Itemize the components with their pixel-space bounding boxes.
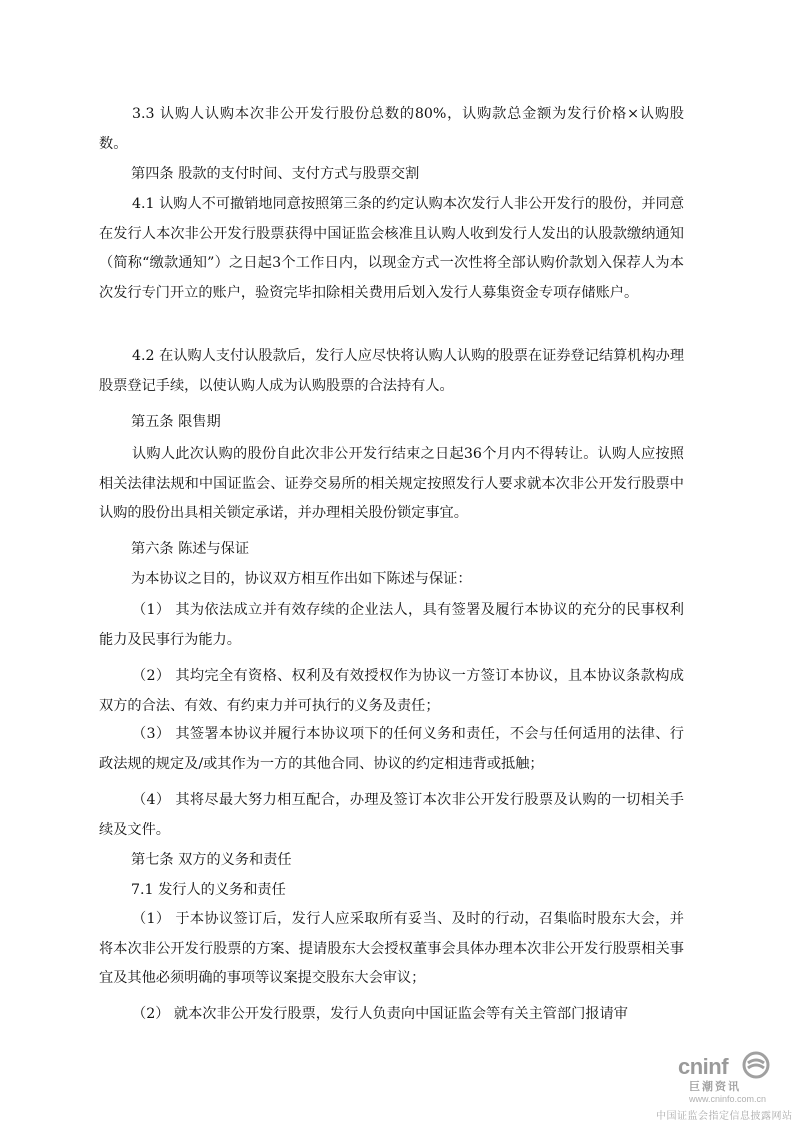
paragraph-4-2: 4.2 在认购人支付认股款后，发行人应尽快将认购人认购的股票在证券登记结算机构办理股票登记手续，以使认购人成为认购股票的合法持有人。 xyxy=(99,348,685,394)
representation-item-4: （4） 其将尽最大努力相互配合，办理及签订本次非公开发行股票及认购的一切相关手续及文件。 xyxy=(99,792,684,838)
cninfo-logo-icon xyxy=(742,1051,770,1079)
representation-item-1: （1） 其为依法成立并有效存续的企业法人，具有签署及履行本协议的充分的民事权利能力及民事行为能力。 xyxy=(99,602,684,648)
heading-article-5: 第五条 限售期 xyxy=(131,414,221,430)
heading-article-7: 第七条 双方的义务和责任 xyxy=(131,852,292,868)
watermark-url: www.cninfo.com.cn xyxy=(689,1094,767,1104)
watermark-slogan: 中国证监会指定信息披露网站 xyxy=(656,1111,793,1122)
representation-item-3: （3） 其签署本协议并履行本协议项下的任何义务和责任，不会与任何适用的法律、行政法规的规定及/或其作为一方的其他合同、协议的约定相违背或抵触； xyxy=(99,726,684,772)
representation-item-2: （2） 其均完全有资格、权利及有效授权作为协议一方签订本协议，且本协议条款构成双方的合法、有效、有约束力并可执行的义务及责任； xyxy=(99,668,684,714)
issuer-duty-item-1: （1） 于本协议签订后，发行人应采取所有妥当、及时的行动，召集临时股东大会，并将本次非公开发行股票的方案、提请股东大会授权董事会具体办理本次非公开发行股票相关事宜及其他必须明确的事项等议案提交股东大会审议； xyxy=(99,911,684,987)
watermark-name: 巨潮资讯 xyxy=(689,1081,741,1093)
paragraph-representations-intro: 为本协议之目的，协议双方相互作出如下陈述与保证： xyxy=(131,571,472,587)
paragraph-3-3: 3.3 认购人认购本次非公开发行股份总数的80%，认购款总金额为发行价格×认购股数。 xyxy=(99,106,684,152)
paragraph-lockup: 认购人此次认购的股份自此次非公开发行结束之日起36个月内不得转让。认购人应按照相关法律法规和中国证监会、证券交易所的相关规定按照发行人要求就本次非公开发行股票中认购的股份出具相关锁定承诺，并办理相关股份锁定事宜。 xyxy=(99,446,684,522)
issuer-duty-item-2: （2） 就本次非公开发行股票，发行人负责向中国证监会等有关主管部门报请审 xyxy=(132,1006,628,1022)
heading-article-4: 第四条 股款的支付时间、支付方式与股票交割 xyxy=(131,166,420,182)
paragraph-4-1: 4.1 认购人不可撤销地同意按照第三条的约定认购本次发行人非公开发行的股份，并同意在发行人本次非公开发行股票获得中国证监会核准且认购人收到发行人发出的认股款缴纳通知（简称“缴款通知”）之日起3个工作日内，以现金方式一次性将全部认购价款划入保荐人为本次发行专门开立的账户，验资完毕扣除相关费用后划入发行人募集资金专项存储账户。 xyxy=(99,196,685,301)
watermark-brand: cninf xyxy=(678,1054,729,1079)
heading-7-1: 7.1 发行人的义务和责任 xyxy=(131,882,286,898)
heading-article-6: 第六条 陈述与保证 xyxy=(131,541,250,557)
